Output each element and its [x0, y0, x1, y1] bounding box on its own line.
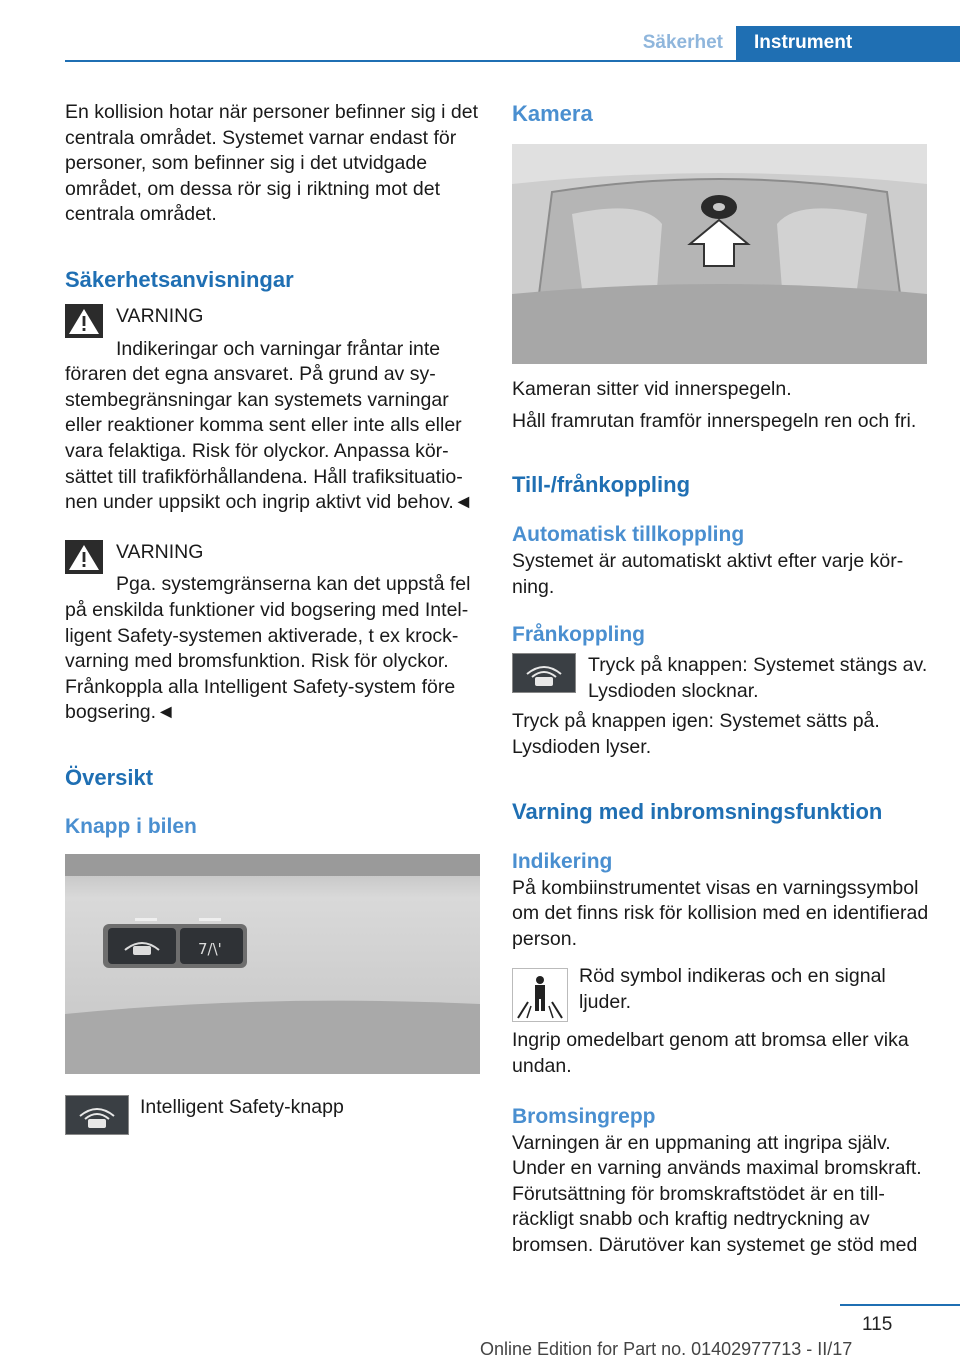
intro-paragraph: En kollision hotar när personer befinner sig i det centrala området. Systemet varnar endast för personer, som befinner sig i det utvidgade området, om dessa rör sig i riktning mot det centrala området.: [65, 101, 478, 226]
button-heading: Knapp i bilen: [65, 814, 197, 838]
off-row: [512, 653, 932, 705]
camera-interior-illustration: [512, 144, 927, 364]
right-column: [512, 100, 932, 1259]
camera-text-2: Håll framrutan framför innerspegeln ren och fri.: [512, 409, 917, 432]
svg-text:7/\': 7/\': [198, 939, 222, 958]
camera-heading: Kamera: [512, 101, 593, 126]
button-caption-row: [65, 1095, 480, 1139]
off-text-2: Tryck på knappen igen: Systemet sätts på. Lysdioden lyser.: [512, 710, 880, 758]
safety-heading: Säkerhetsanvisningar: [65, 266, 294, 292]
warning1-text: föraren det egna ansvaret. På grund av systembegränsningar kan systemets varningar eller reaktioner komma sent eller inte alls eller vara felaktiga. Risk för olyckor. Anpassa körsättet till trafikförhållandena. Håll trafiksituationen under uppsikt och ingrip aktivt vid behov.◄: [65, 363, 474, 514]
red-symbol-row: [512, 964, 932, 1022]
red-symbol-text: Röd symbol indikeras och en signal ljuder.: [579, 965, 886, 1013]
warning1-title: VARNING: [116, 304, 204, 327]
warning2-first-line: Pga. systemgränserna kan det uppstå fel: [116, 573, 471, 596]
auto-on-text: Systemet är automatiskt aktivt efter varje körning.: [512, 550, 904, 598]
warning2-text: på enskilda funktioner vid bogsering med Intelligent Safety-systemen aktiverade, t ex krockvarning med bromsfunktion. Risk för olyckor. Frånkoppla alla Intelligent Safety-system före bogsering.◄: [65, 598, 469, 724]
warning2-title: VARNING: [116, 540, 204, 563]
auto-on-heading: Automatisk tillkoppling: [512, 523, 745, 547]
header-tab-sakerhet: Säkerhet: [642, 32, 723, 53]
intelligent-safety-button-icon: [65, 1095, 129, 1135]
page-number: 115: [862, 1314, 893, 1335]
warning-block-2: [65, 540, 480, 726]
off-text: Tryck på knappen: Systemet stängs av. Lysdioden slocknar.: [588, 654, 928, 702]
warning-triangle-icon: [65, 540, 103, 574]
button-panel-illustration: [65, 854, 480, 1074]
intervene-text: Ingrip omedelbart genom att bromsa eller vika undan.: [512, 1029, 909, 1077]
footer-edition: Online Edition for Part no. 01402977713 - II/17: [480, 1339, 853, 1359]
warning-block-1: [65, 304, 480, 516]
warning1-first-line: Indikeringar och varningar fråntar inte: [116, 337, 441, 360]
brake-text: Varningen är en uppmaning att ingripa själv. Under en varning används maximal bromskraft. Förutsättning för bromskraftstödet är en tillräckligt snabb och kraftig nedtryckning av bromsen. Därutöver kan systemet ge stöd med: [512, 1131, 922, 1256]
intelligent-safety-button-icon-small: [512, 653, 576, 693]
left-column: [65, 100, 480, 1139]
display-heading: Indikering: [512, 849, 613, 873]
brake-heading: Bromsingrepp: [512, 1104, 656, 1128]
header-tab-instrument: Instrument: [736, 26, 960, 62]
button-caption: Intelligent Safety-knapp: [140, 1095, 344, 1118]
display-text: På kombiinstrumentet visas en varningssymbol om det finns risk för kollision med en identifierad person.: [512, 876, 929, 950]
off-heading: Frånkoppling: [512, 623, 645, 647]
warning-triangle-icon: [65, 304, 103, 338]
header-rule: [65, 60, 960, 62]
button-photo: [65, 854, 480, 1074]
camera-photo: [512, 144, 927, 364]
warn-brake-heading: Varning med inbromsningsfunktion: [512, 798, 883, 824]
footer-rule: [840, 1304, 960, 1306]
overview-heading: Översikt: [65, 764, 154, 790]
pedestrian-warning-icon: [512, 968, 568, 1022]
onoff-heading: Till-/frånkoppling: [512, 472, 691, 498]
camera-text-1: Kameran sitter vid innerspegeln.: [512, 378, 792, 400]
